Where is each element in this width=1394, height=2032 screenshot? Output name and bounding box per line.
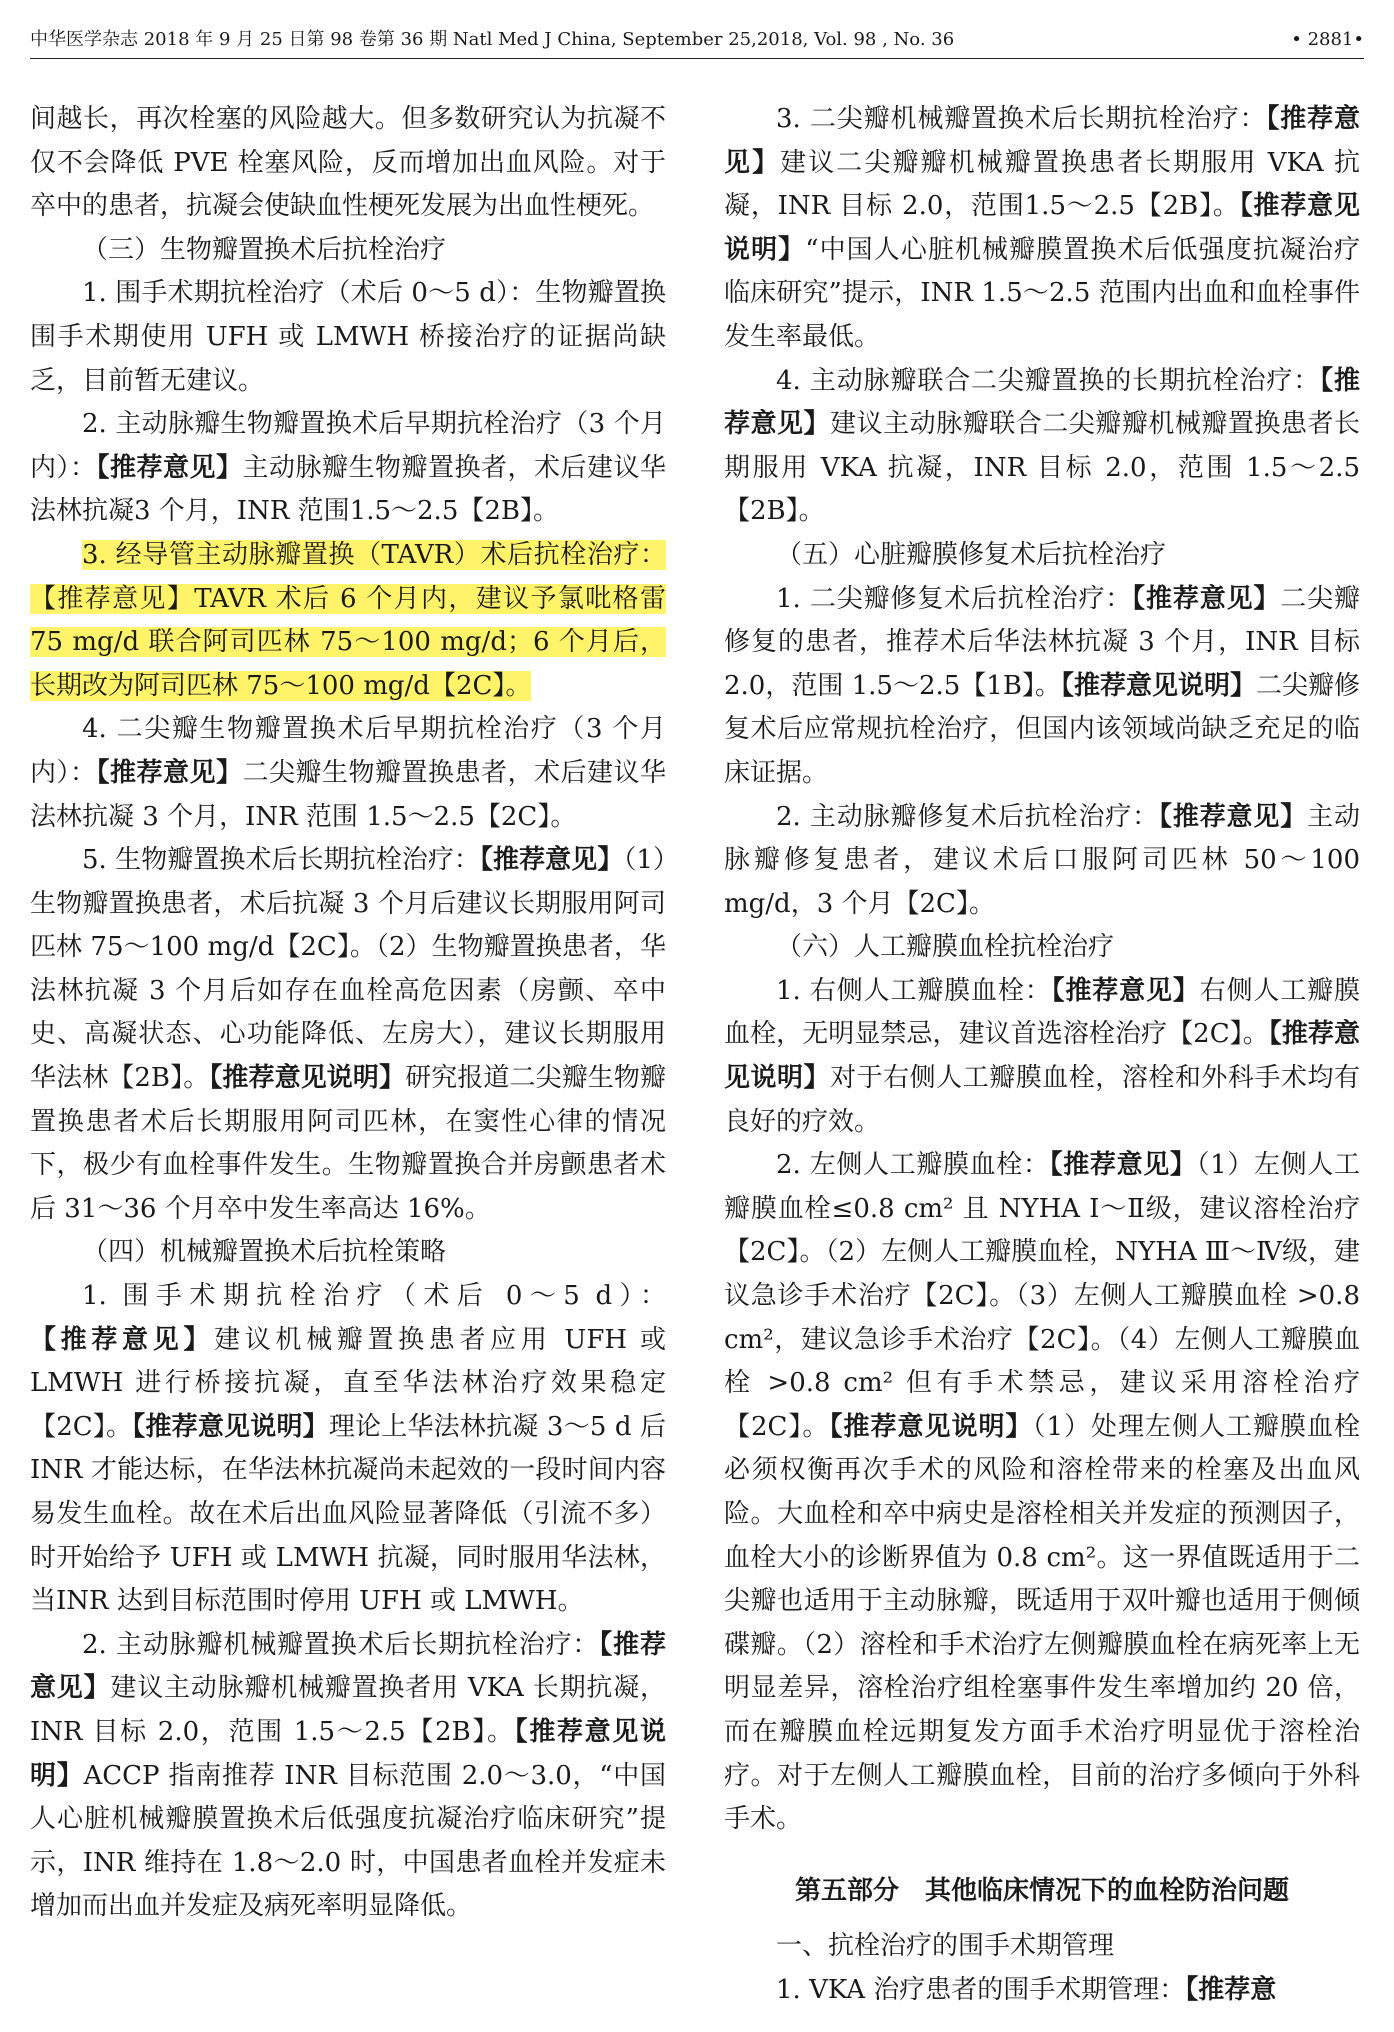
recommendation-label: 【推荐意见】 xyxy=(724,104,1360,178)
paragraph-text: 右侧人工瓣膜血栓，无明显禁忌，建议首选溶栓治疗【2C】。 xyxy=(724,975,1360,1050)
paragraph xyxy=(724,98,1360,360)
recommendation-label: 【推荐意见】 xyxy=(1051,975,1200,1006)
paragraph-text: （三）生物瓣置换术后抗栓治疗 xyxy=(82,234,447,265)
paragraph xyxy=(724,1925,1360,1969)
paragraph-text: 1. 围手术期抗栓治疗（术后 0～5 d）： xyxy=(82,1281,666,1312)
right-column xyxy=(724,98,1360,2013)
highlighted-recommendation: 3. 经导管主动脉瓣置换（TAVR）术后抗栓治疗：【推荐意见】TAVR 术后 6 个月内，建议予氯吡格雷 75 mg/d 联合阿司匹林 75～100 mg/d；6 个月后，长期改为阿司匹林 75～100 mg/d【2C】。 xyxy=(30,539,666,701)
paragraph-text: （1）处理左侧人工瓣膜血栓必须权衡再次手术的风险和溶栓带来的栓塞及出血风险。大血栓和卒中病史是溶栓相关并发症的预测因子，血栓大小的诊断界值为 0.8 cm²。这一界值既适用于二尖瓣也适用于主动脉瓣，既适用于双叶瓣也适用于侧倾碟瓣。（2）溶栓和手术治疗左侧瓣膜血栓在病死率上无明显差异，溶栓治疗组栓塞事件发生率增加约 20 倍，而在瓣膜血栓远期复发方面手术治疗明显优于溶栓治疗。对于左侧人工瓣膜血栓，目前的治疗多倾向于外科手术。 xyxy=(724,1411,1360,1835)
paragraph-text: 二尖瓣修复的患者，推荐术后华法林抗凝 3 个月，INR 目标2.0，范围 1.5～2.5【1B】。 xyxy=(724,583,1360,701)
paragraph xyxy=(724,1144,1360,1842)
paragraph-text: 5. 生物瓣置换术后长期抗栓治疗： xyxy=(82,845,480,876)
paragraph xyxy=(724,360,1360,534)
paragraph xyxy=(30,229,666,273)
running-header xyxy=(30,22,1364,59)
paragraph xyxy=(724,796,1360,927)
paragraph-text: （六）人工瓣膜血栓抗栓治疗 xyxy=(776,932,1115,963)
paragraph xyxy=(30,1275,666,1624)
paragraph xyxy=(30,534,666,708)
paragraph-text: 建议主动脉瓣联合二尖瓣瓣机械瓣置换患者长期服用 VKA 抗凝，INR 目标 2.0，范围 1.5～2.5【2B】。 xyxy=(724,409,1360,527)
paragraph-text: 间越长，再次栓塞的风险越大。但多数研究认为抗凝不仅不会降低 PVE 栓塞风险，反而增加出血风险。对于卒中的患者，抗凝会使缺血性梗死发展为出血性梗死。 xyxy=(30,104,666,222)
paragraph-text: 研究报道二尖瓣生物瓣置换患者术后长期服用阿司匹林，在窦性心律的情况下，极少有血栓事件发生。生物瓣置换合并房颤患者术后 31～36 个月卒中发生率高达 16%。 xyxy=(30,1063,666,1224)
paragraph xyxy=(30,403,666,534)
paragraph-text: 1. 围手术期抗栓治疗（术后 0～5 d）：生物瓣置换围手术期使用 UFH 或 LMWH 桥接治疗的证据尚缺乏，目前暂无建议。 xyxy=(30,278,666,396)
recommendation-label: 【推荐意 xyxy=(1185,1974,1277,2005)
paragraph-text: 主动脉瓣生物瓣置换者，术后建议华法林抗凝3 个月，INR 范围1.5～2.5【2B】。 xyxy=(30,452,666,527)
recommendation-label: 【推荐意见】 xyxy=(30,1629,666,1704)
journal-citation: 中华医学杂志 2018 年 9 月 25 日第 98 卷第 36 期 Natl Med J China, September 25,2018, Vol. 98 , No. 36 xyxy=(30,29,955,50)
paragraph-text: 2. 主动脉瓣修复术后抗栓治疗： xyxy=(776,801,1159,832)
paragraph-text: 建议二尖瓣瓣机械瓣置换患者长期服用 VKA 抗凝，INR 目标 2.0，范围1.5～2.5【2B】。 xyxy=(724,147,1360,222)
recommendation-note-label: 【推荐意见说明】 xyxy=(724,191,1360,265)
paragraph xyxy=(724,578,1360,796)
recommendation-note-label: 【推荐意见说明】 xyxy=(1060,670,1256,701)
recommendation-label: 【推荐意见】 xyxy=(96,757,243,788)
recommendation-note-label: 【推荐意见说明】 xyxy=(132,1411,329,1442)
paragraph xyxy=(30,272,666,403)
recommendation-note-label: 【推荐意见说明】 xyxy=(30,1716,666,1791)
recommendation-label: 【推荐意见】 xyxy=(30,1324,215,1355)
recommendation-label: 【推荐意见】 xyxy=(1159,801,1308,832)
recommendation-label: 【推荐意见】 xyxy=(479,845,624,876)
paragraph-text: 2. 左侧人工瓣膜血栓： xyxy=(776,1150,1050,1181)
paragraph xyxy=(724,534,1360,578)
paragraph xyxy=(30,98,666,229)
paragraph-text: 一、抗栓治疗的围手术期管理 xyxy=(776,1931,1115,1962)
paragraph-text: 二尖瓣生物瓣置换患者，术后建议华法林抗凝 3 个月，INR 范围 1.5～2.5【2C】。 xyxy=(30,757,666,832)
paragraph-text: 二尖瓣修复术后应常规抗栓治疗，但国内该领域尚缺乏充足的临床证据。 xyxy=(724,670,1360,788)
paragraph-text: 1. 二尖瓣修复术后抗栓治疗： xyxy=(776,583,1133,614)
paragraph xyxy=(724,970,1360,1144)
paragraph-text: 建议主动脉瓣机械瓣置换者用 VKA 长期抗凝，INR 目标 2.0，范围 1.5～2.5【2B】。 xyxy=(30,1673,666,1747)
paragraph-text: （1）左侧人工瓣膜血栓≤0.8 cm² 且 NYHA Ⅰ～Ⅱ级，建议溶栓治疗【2C】。（2）左侧人工瓣膜血栓，NYHA Ⅲ～Ⅳ级，建议急诊手术治疗【2C】。（3）左侧人工瓣膜血栓 >0.8 cm²，建议急诊手术治疗【2C】。（4）左侧人工瓣膜血栓 >0.8 cm² 但有手术禁忌，建议采用溶栓治疗【2C】。 xyxy=(724,1150,1360,1442)
recommendation-label: 【推荐意见】 xyxy=(96,452,243,483)
paragraph-text: 对于右侧人工瓣膜血栓，溶栓和外科手术均有良好的疗效。 xyxy=(724,1063,1360,1137)
paragraph xyxy=(724,1969,1360,2013)
paragraph xyxy=(30,708,666,839)
paragraph xyxy=(30,839,666,1231)
paragraph-text: 理论上华法林抗凝 3～5 d 后 INR 才能达标，在华法林抗凝尚未起效的一段时间内容易发生血栓。故在术后出血风险显著降低（引流不多）时开始给予 UFH 或 LMWH 抗凝，同时服用华法林，当INR 达到目标范围时停用 UFH 或 LMWH。 xyxy=(30,1411,666,1617)
paragraph-text: “中国人心脏机械瓣膜置换术后低强度抗凝治疗临床研究”提示，INR 1.5～2.5 范围内出血和血栓事件发生率最低。 xyxy=(724,234,1360,352)
paragraph-text: ACCP 指南推荐 INR 目标范围 2.0～3.0，“中国人心脏机械瓣膜置换术后低强度抗凝治疗临床研究”提示，INR 维持在 1.8～2.0 时，中国患者血栓并发症未增加而出血并发症及病死率明显降低。 xyxy=(30,1760,666,1922)
paragraph-text: 1. 右侧人工瓣膜血栓： xyxy=(776,975,1052,1006)
recommendation-note-label: 【推荐意见说明】 xyxy=(724,1019,1360,1094)
recommendation-label: 【推荐意见】 xyxy=(1049,1150,1197,1181)
paragraph-text: （四）机械瓣置换术后抗栓策略 xyxy=(82,1237,447,1268)
paragraph xyxy=(724,926,1360,970)
paragraph-text: 4. 主动脉瓣联合二尖瓣置换的长期抗栓治疗： xyxy=(776,365,1321,396)
recommendation-label: 【推荐意见】 xyxy=(724,365,1360,440)
paragraph-text: （1）生物瓣置换患者，术后抗凝 3 个月后建议长期服用阿司匹林 75～100 mg/d【2C】。（2）生物瓣置换患者，华法林抗凝 3 个月后如存在血栓高危因素（房颤、卒中史、高凝状态、心功能降低、左房大），建议长期服用华法林【2B】。 xyxy=(30,845,666,1094)
paragraph-text: 建议机械瓣置换患者应用 UFH 或 LMWH 进行桥接抗凝，直至华法林治疗效果稳定【2C】。 xyxy=(30,1324,666,1442)
paragraph-text: 1. VKA 治疗患者的围手术期管理： xyxy=(776,1974,1186,2005)
paragraph-text: 4. 二尖瓣生物瓣置换术后早期抗栓治疗（3 个月内）： xyxy=(30,714,666,788)
paragraph-text: 3. 二尖瓣机械瓣置换术后长期抗栓治疗： xyxy=(776,104,1267,134)
recommendation-label: 【推荐意见】 xyxy=(1132,583,1281,614)
page-number: • 2881• xyxy=(1291,29,1364,50)
left-column xyxy=(30,98,666,1929)
section-heading: 第五部分 其他临床情况下的血栓防治问题 xyxy=(794,1875,1289,1906)
paragraph xyxy=(30,1231,666,1275)
paragraph-text: （五）心脏瓣膜修复术后抗栓治疗 xyxy=(776,539,1167,570)
paragraph xyxy=(30,1624,666,1929)
paragraph-text: 2. 主动脉瓣生物瓣置换术后早期抗栓治疗（3 个月内）： xyxy=(30,409,666,483)
paragraph-text: 2. 主动脉瓣机械瓣置换术后长期抗栓治疗： xyxy=(82,1629,600,1660)
paragraph-text: 主动脉瓣修复患者，建议术后口服阿司匹林 50～100 mg/d，3 个月【2C】。 xyxy=(724,801,1360,919)
recommendation-note-label: 【推荐意见说明】 xyxy=(829,1411,1033,1442)
recommendation-note-label: 【推荐意见说明】 xyxy=(209,1063,406,1094)
